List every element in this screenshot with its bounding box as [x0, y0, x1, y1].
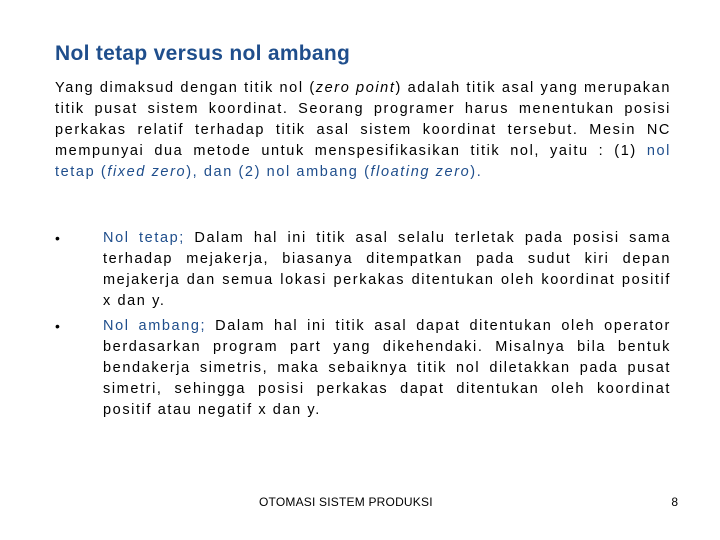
- intro-text-9: (: [358, 164, 371, 180]
- intro-text-5: (: [95, 164, 108, 180]
- bullet-term: Nol tetap;: [103, 230, 185, 246]
- bullet-dot-icon: •: [55, 318, 62, 334]
- intro-paragraph: [55, 78, 671, 183]
- bullet-text: Dalam hal ini titik asal selalu terletak pada posisi sama terhadap mejakerja, biasanya ditempatkan pada sudut kiri depan mejakerja dan semua lokasi perkakas ditentukan oleh koordinat positif x dan y.: [103, 230, 671, 309]
- bullet-term: Nol ambang;: [103, 318, 207, 334]
- intro-term-fixed-zero: fixed zero: [107, 164, 187, 180]
- slide-title: Nol tetap versus nol ambang: [55, 42, 351, 65]
- bullet-dot-icon: •: [55, 230, 62, 246]
- intro-text-3: ) adalah titik asal yang merupakan titik pusat sistem koordinat. Seorang programer harus menentukan posisi perkakas relatif terhadap titik asal sistem koordinat tersebut. Mesin NC mempunyai dua metode untuk menspesifikasikan titik nol, yaitu : (1): [55, 80, 671, 159]
- footer-text: OTOMASI SISTEM PRODUKSI: [259, 495, 433, 509]
- intro-text-11: ).: [470, 164, 483, 180]
- page-number: 8: [671, 495, 678, 509]
- intro-term-zero-point: zero point: [315, 80, 396, 96]
- bullet-text: Dalam hal ini titik asal dapat ditentukan oleh operator berdasarkan program part yang dikehendaki. Misalnya bila bentuk bendakerja simetris, maka sebaiknya titik nol diletakkan pada pusat simetri, sehingga posisi perkakas dapat ditentukan oleh koordinat positif atau negatif x dan y.: [103, 318, 671, 418]
- bullet-item-nol-tetap: [55, 228, 671, 312]
- intro-term-floating-zero: floating zero: [370, 164, 471, 180]
- intro-term-nol-ambang: nol ambang: [266, 164, 359, 180]
- intro-term-nol-tetap: nol tetap: [55, 143, 671, 180]
- intro-text-1: Yang dimaksud dengan titik nol (: [55, 80, 316, 96]
- bullet-item-nol-ambang: [55, 316, 671, 421]
- intro-text-7: ), dan (2): [186, 164, 267, 180]
- bullet-list: [55, 228, 671, 425]
